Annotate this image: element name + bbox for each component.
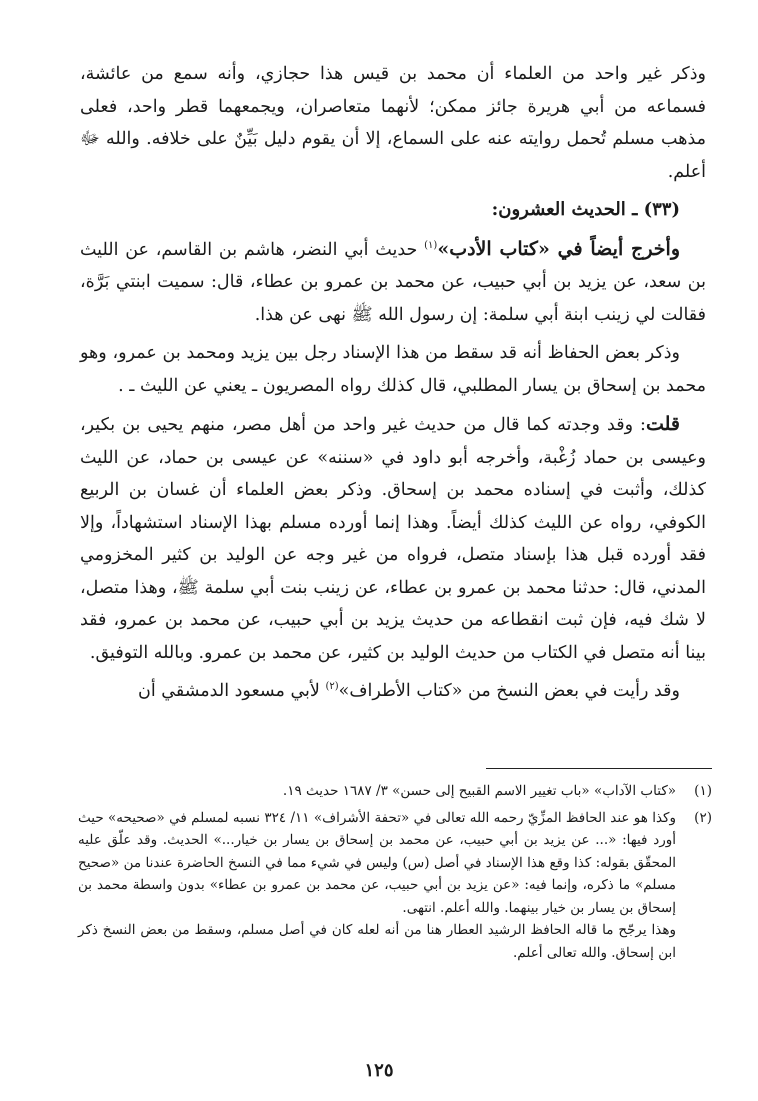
main-text [80, 58, 706, 708]
footnote-number: (٢) [694, 809, 712, 826]
footnotes [78, 780, 712, 964]
hadith-heading: (٣٣) ـ الحديث العشرون: [491, 199, 680, 220]
paragraph-4 [80, 408, 706, 669]
paragraph-2-lead: وأخرج أيضاً في «كتاب الأدب» [437, 237, 680, 260]
paragraph-4-lead: قلت [645, 413, 680, 435]
footnote-divider [486, 768, 712, 769]
footnote-body [78, 807, 676, 965]
paragraph-5 [80, 675, 706, 708]
page-number: ١٢٥ [364, 1060, 394, 1081]
paragraph-1: وذكر غير واحد من العلماء أن محمد بن قيس هذا حجازي، وأنه سمع من عائشة، فسماعه من أبي هريرة جائز ممكن؛ لأنهما متعاصران، ويجمعهما قطر واحد، فعلى مذهب مسلم تُحمل روايته عنه على السماع، إلا أن يقوم دليل بَيِّنٌ على خلافه. والله ﷻ أعلم. [80, 64, 706, 182]
footnote-1 [78, 780, 712, 803]
paragraph-3: وذكر بعض الحفاظ أنه قد سقط من هذا الإسناد رجل بين يزيد ومحمد بن عمرو، وهو محمد بن إسحاق بن يسار المطلبي، قال كذلك رواه المصريون ـ يعني عن الليث ـ . [80, 343, 706, 396]
footnote-body [78, 780, 676, 803]
paragraph-2-text: حديث أبي النضر، هاشم بن القاسم، عن الليث بن سعد، عن يزيد بن أبي حبيب، عن محمد بن عمرو بن عطاء، قال: سميت ابنتي بَرَّة، فقالت لي زينب ابنة أبي سلمة: إن رسول الله ﷺ نهى عن هذا. [80, 239, 706, 325]
footnote-text: وهذا يرجّح ما قاله الحافظ الرشيد العطار هنا من أنه لعله كان في أصل مسلم، وسقط من بعض النسخ ذكر ابن إسحاق. والله تعالى أعلم. [78, 922, 676, 961]
footnote-ref-2[interactable]: (٢) [325, 681, 339, 693]
footnote-number: (١) [694, 783, 712, 799]
paragraph-5-text-b: لأبي مسعود الدمشقي أن [137, 681, 326, 701]
paragraph-5-text-a: وقد رأيت في بعض النسخ من «كتاب الأطراف» [338, 681, 680, 701]
paragraph-4-text: : وقد وجدته كما قال من حديث غير واحد من أهل مصر، منهم يحيى بن بكير، وعيسى بن حماد زُغْبة، وأخرجه أبو داود في «سننه» عن عيسى بن حماد، عن الليث كذلك، وأثبت في إسناده محمد بن إسحاق. وذكر بعض العلماء أن غسان بن الربيع الكوفي، رواه عن الليث كذلك أيضاً. وهذا إنما أورده مسلم بهذا الإسناد استشهاداً، وإلا فقد أورده قبل هذا بإسناد متصل، فرواه من غير وجه عن الوليد بن كثير المخزومي المدني، قال: حدثنا محمد بن عمرو بن عطاء، عن زينب بنت أبي سلمة ﷺ، وهذا متصل، لا شك فيه، فإن ثبت انقطاعه من حديث يزيد بن أبي حبيب، عن محمد بن عمرو، فقد بينا أنه متصل في الكتاب من حديث الوليد بن كثير، عن محمد بن عمرو. وبالله التوفيق. [80, 415, 706, 663]
footnote-ref-1[interactable]: (١) [424, 239, 438, 251]
paragraph-2 [80, 233, 706, 332]
footnote-text: وكذا هو عند الحافظ المزِّيّ رحمه الله تعالى في «تحفة الأشراف» ١١/ ٣٢٤ نسبه لمسلم في «صحيحه» حيث أورد فيها: «... عن يزيد بن أبي حبيب، عن محمد بن إسحاق بن يسار بن خيار...» الحديث. وقد علّق عليه المحقّق بقوله: كذا وقع هذا الإسناد في أصل (س) وليس في شيء مما في النسخ الحاضرة عندنا من «صحيح مسلم» ما ذكره، وإنما فيه: «عن يزيد بن أبي حبيب، عن محمد بن عمرو بن عطاء» بدون واسطة محمد بن إسحاق بن يسار بن خيار بينهما. والله أعلم. انتهى. [78, 809, 677, 916]
footnote-text: «كتاب الآداب» «باب تغيير الاسم القبيح إلى حسن» ٣/ ١٦٨٧ حديث ١٩. [282, 783, 676, 799]
footnote-2 [78, 807, 712, 965]
